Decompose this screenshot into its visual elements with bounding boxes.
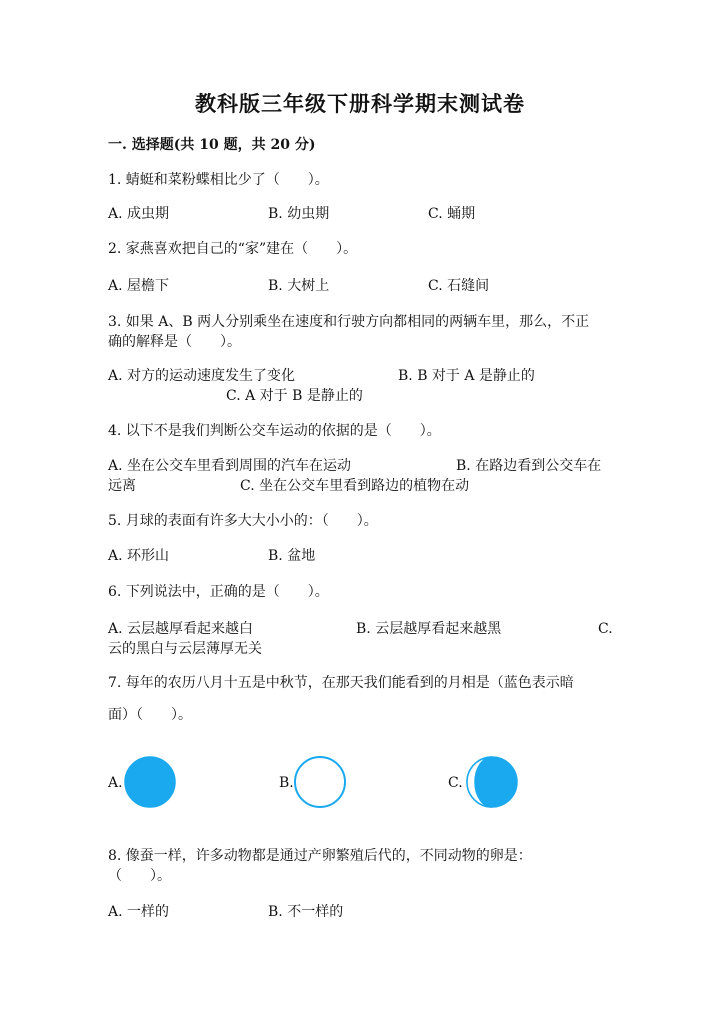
question-3-stem-line-1: 3. 如果 A、B 两人分别乘坐在速度和行驶方向都相同的两辆车里，那么，不正 <box>108 314 590 330</box>
question-7-option-a-label[interactable]: A. <box>108 775 123 791</box>
moon-b-disc <box>295 757 345 807</box>
question-2-option-b[interactable]: B. 大树上 <box>268 278 330 294</box>
question-1-option-c[interactable]: C. 蛹期 <box>428 206 476 222</box>
question-1-option-a[interactable]: A. 成虫期 <box>108 206 170 222</box>
question-4-stem: 4. 以下不是我们判断公交车运动的依据的是（ ）。 <box>108 423 441 439</box>
question-3-option-a[interactable]: A. 对方的运动速度发生了变化 <box>108 368 296 384</box>
question-4-option-b[interactable]: B. 在路边看到公交车在 <box>456 458 602 474</box>
question-5-stem: 5. 月球的表面有许多大大小小的：（ ）。 <box>108 513 378 529</box>
question-4-option-c[interactable]: C. 坐在公交车里看到路边的植物在动 <box>240 478 470 494</box>
question-3-stem-line-2: 确的解释是（ ）。 <box>108 334 241 350</box>
question-2-option-a[interactable]: A. 屋檐下 <box>108 278 170 294</box>
full-dark-moon-icon[interactable] <box>122 754 178 810</box>
question-6-option-c-continued[interactable]: 云的黑白与云层薄厚无关 <box>108 641 262 657</box>
question-1-stem: 1. 蜻蜓和菜粉蝶相比少了（ ）。 <box>108 172 329 188</box>
question-8-stem-line-2: （ ）。 <box>108 868 171 884</box>
question-2-stem: 2. 家燕喜欢把自己的“家”建在（ ）。 <box>108 241 358 257</box>
question-6-stem: 6. 下列说法中，正确的是（ ）。 <box>108 584 329 600</box>
question-7-stem-line-1: 7. 每年的农历八月十五是中秋节，在那天我们能看到的月相是（蓝色表示暗 <box>108 675 574 691</box>
question-1-option-b[interactable]: B. 幼虫期 <box>268 206 330 222</box>
question-6-option-a[interactable]: A. 云层越厚看起来越白 <box>108 621 254 637</box>
question-3-option-c[interactable]: C. A 对于 B 是静止的 <box>226 388 363 404</box>
question-4-option-a[interactable]: A. 坐在公交车里看到周围的汽车在运动 <box>108 458 352 474</box>
question-7-stem-line-2: 面）（ ）。 <box>108 707 192 723</box>
question-7-option-b-label[interactable]: B. <box>279 775 294 791</box>
crescent-moon-icon[interactable] <box>464 754 520 810</box>
section-heading: 一. 选择题(共 10 题，共 20 分) <box>108 137 316 153</box>
question-2-option-c[interactable]: C. 石缝间 <box>428 278 490 294</box>
question-6-option-b[interactable]: B. 云层越厚看起来越黑 <box>356 621 502 637</box>
question-8-stem-line-1: 8. 像蚕一样，许多动物都是通过产卵繁殖后代的，不同动物的卵是： <box>108 848 532 864</box>
question-3-option-b[interactable]: B. B 对于 A 是静止的 <box>398 368 535 384</box>
moon-a-disc <box>125 757 175 807</box>
question-7-option-c-label[interactable]: C. <box>448 775 463 791</box>
question-5-option-b[interactable]: B. 盆地 <box>268 548 316 564</box>
question-8-option-a[interactable]: A. 一样的 <box>108 904 170 920</box>
page-title: 教科版三年级下册科学期末测试卷 <box>195 91 525 116</box>
full-bright-moon-icon[interactable] <box>292 754 348 810</box>
question-8-option-b[interactable]: B. 不一样的 <box>268 904 344 920</box>
question-5-option-a[interactable]: A. 环形山 <box>108 548 170 564</box>
question-6-option-c[interactable]: C. <box>598 621 613 637</box>
question-4-option-b-continued[interactable]: 远离 <box>108 478 136 494</box>
